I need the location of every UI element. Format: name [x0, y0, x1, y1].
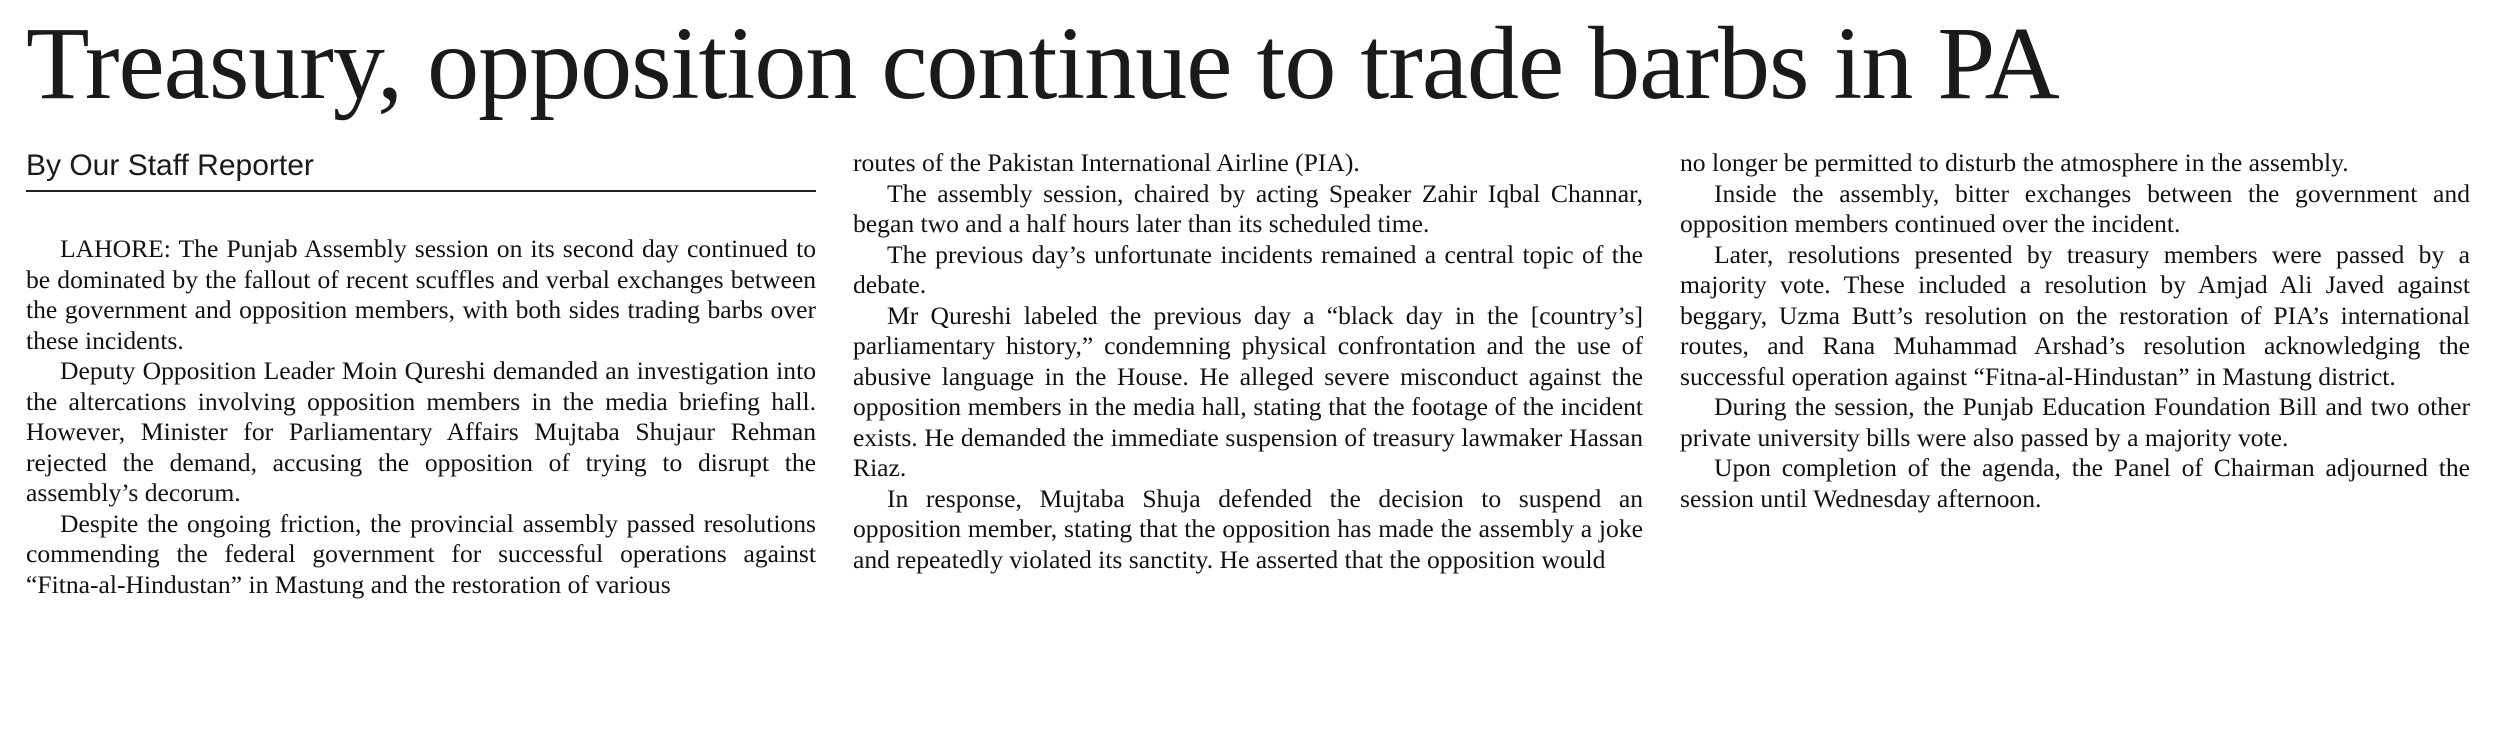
- paragraph: Despite the ongoing friction, the provincial assembly passed resolutions commending the federal government for successful operations against “Fitna-al-Hindustan” in Mastung and the restoration of various: [26, 508, 816, 599]
- paragraph: Inside the assembly, bitter exchanges between the government and opposition members continued over the incident.: [1680, 178, 2470, 238]
- column-2: [853, 148, 1643, 723]
- paragraph: Upon completion of the agenda, the Panel of Chairman adjourned the session until Wednesday afternoon.: [1680, 453, 2470, 513]
- paragraph-continued: routes of the Pakistan International Airline (PIA).: [853, 148, 1360, 177]
- article-body: [26, 148, 2471, 723]
- paragraph: The previous day’s unfortunate incidents remained a central topic of the debate.: [853, 239, 1643, 299]
- paragraph: LAHORE: The Punjab Assembly session on its second day continued to be dominated by the fallout of recent scuffles and verbal exchanges between the government and opposition members, with both sides trading barbs over these incidents.: [26, 234, 816, 355]
- paragraph: During the session, the Punjab Education Foundation Bill and two other private university bills were also passed by a majority vote.: [1680, 392, 2470, 452]
- column-3: [1680, 148, 2470, 723]
- byline: By Our Staff Reporter: [26, 148, 816, 192]
- paragraph: The assembly session, chaired by acting Speaker Zahir Iqbal Channar, began two and a half hours later than its scheduled time.: [853, 178, 1643, 238]
- paragraph: Deputy Opposition Leader Moin Qureshi demanded an investigation into the altercations involving opposition members in the media briefing hall. However, Minister for Parliamentary Affairs Mujtaba Shujaur Rehman rejected the demand, accusing the opposition of trying to disrupt the assembly’s decorum.: [26, 356, 816, 507]
- paragraph: Later, resolutions presented by treasury members were passed by a majority vote. These included a resolution by Amjad Ali Javed against beggary, Uzma Butt’s resolution on the restoration of PIA’s international routes, and Rana Muhammad Arshad’s resolution acknowledging the successful operation against “Fitna-al-Hindustan” in Mastung district.: [1680, 239, 2470, 391]
- headline: Treasury, opposition continue to trade barbs in PA: [26, 6, 2059, 121]
- paragraph-continued: no longer be permitted to disturb the atmosphere in the assembly.: [1680, 148, 2349, 177]
- column-1: [26, 148, 816, 723]
- paragraph: In response, Mujtaba Shuja defended the decision to suspend an opposition member, stating that the opposition has made the assembly a joke and repeatedly violated its sanctity. He asserted that the opposition would: [853, 483, 1643, 574]
- paragraph: Mr Qureshi labeled the previous day a “black day in the [country’s] parliamentary history,” condemning physical confrontation and the use of abusive language in the House. He alleged severe misconduct against the opposition members in the media hall, stating that the footage of the incident exists. He demanded the immediate suspension of treasury lawmaker Hassan Riaz.: [853, 300, 1643, 482]
